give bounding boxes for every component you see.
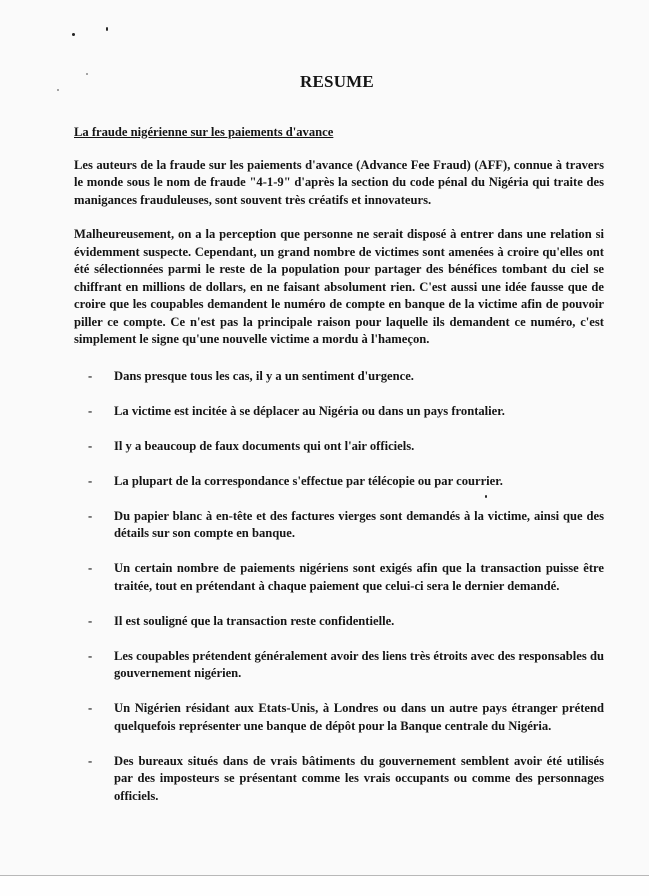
scanner-bed: [0, 876, 649, 896]
list-item-text: La victime est incitée à se déplacer au Nigéria ou dans un pays frontalier.: [114, 403, 505, 418]
list-item: [74, 508, 604, 543]
list-item-text: Des bureaux situés dans de vrais bâtiments du gouvernement semblent avoir été utilisés par des imposteurs se présentant comme les vrais occupants ou comme des personnages officiels.: [114, 753, 604, 803]
list-item: [74, 368, 604, 386]
list-item: [74, 648, 604, 683]
list-item-text: Les coupables prétendent généralement avoir des liens très étroits avec des responsables du gouvernement nigérien.: [114, 648, 604, 680]
list-item-text: Il est souligné que la transaction reste confidentielle.: [114, 613, 395, 628]
section-heading: La fraude nigérienne sur les paiements d'avance: [74, 125, 334, 139]
bullet-dash: -: [88, 438, 93, 453]
list-item: [74, 753, 604, 806]
scan-speck: [72, 33, 75, 36]
scan-speck: [106, 27, 108, 31]
list-item-text: Du papier blanc à en-tête et des factures vierges sont demandés à la victime, ainsi que des détails sur son compte en banque.: [114, 508, 604, 540]
bullet-dash: -: [88, 473, 93, 488]
bullet-dash: -: [88, 508, 93, 523]
list-item: [74, 403, 604, 421]
bullet-dash: -: [88, 368, 93, 383]
list-item: [74, 438, 604, 456]
bullet-dash: -: [88, 613, 93, 628]
list-item: [74, 473, 604, 491]
list-item: [74, 560, 604, 595]
page-title: RESUME: [300, 72, 374, 91]
bullet-list: [74, 368, 604, 806]
bullet-dash: -: [88, 701, 93, 715]
list-item-text: Un Nigérien résidant aux Etats-Unis, à Londres ou dans un autre pays étranger prétend quelquefois représenter une banque de dépôt pour la Banque centrale du Nigéria.: [114, 701, 604, 733]
list-item: [74, 613, 604, 631]
bullet-dash: -: [88, 561, 93, 575]
bullet-dash: -: [88, 753, 93, 768]
list-item-text: Dans presque tous les cas, il y a un sentiment d'urgence.: [114, 368, 414, 383]
bullet-dash: -: [88, 403, 93, 418]
list-item-text: Un certain nombre de paiements nigériens sont exigés afin que la transaction puisse être traitée, tout en prétendant à chaque paiement que celui-ci sera le dernier demandé.: [114, 561, 604, 593]
bullet-dash: -: [88, 648, 93, 663]
document-body: [74, 124, 604, 823]
list-item-text: Il y a beaucoup de faux documents qui ont l'air officiels.: [114, 438, 415, 453]
list-item: [74, 700, 604, 735]
paragraph: Malheureusement, on a la perception que personne ne serait disposé à entrer dans une relation si évidemment suspecte. Cependant, un grand nombre de victimes sont amenées à croire qu'elles ont été sélectionnées parmi le reste de la population pour partager des bénéfices tombant du ciel se chiffrant en millions de dollars, en ne faisant absolument rien. C'est aussi une idée fausse que de croire que les coupables demandent le numéro de compte en banque de la victime afin de pouvoir piller ce compte. Ce n'est pas la principale raison pour laquelle ils demandent ce numéro, c'est simplement le signe qu'une nouvelle victime a mordu à l'hameçon.: [74, 227, 604, 346]
list-item-text: La plupart de la correspondance s'effectue par télécopie ou par courrier.: [114, 473, 503, 488]
paragraph: Les auteurs de la fraude sur les paiements d'avance (Advance Fee Fraud) (AFF), connue à travers le monde sous le nom de fraude "4-1-9" d'après la section du code pénal du Nigéria qui traite des manigances frauduleuses, sont souvent très créatifs et innovateurs.: [74, 157, 604, 207]
